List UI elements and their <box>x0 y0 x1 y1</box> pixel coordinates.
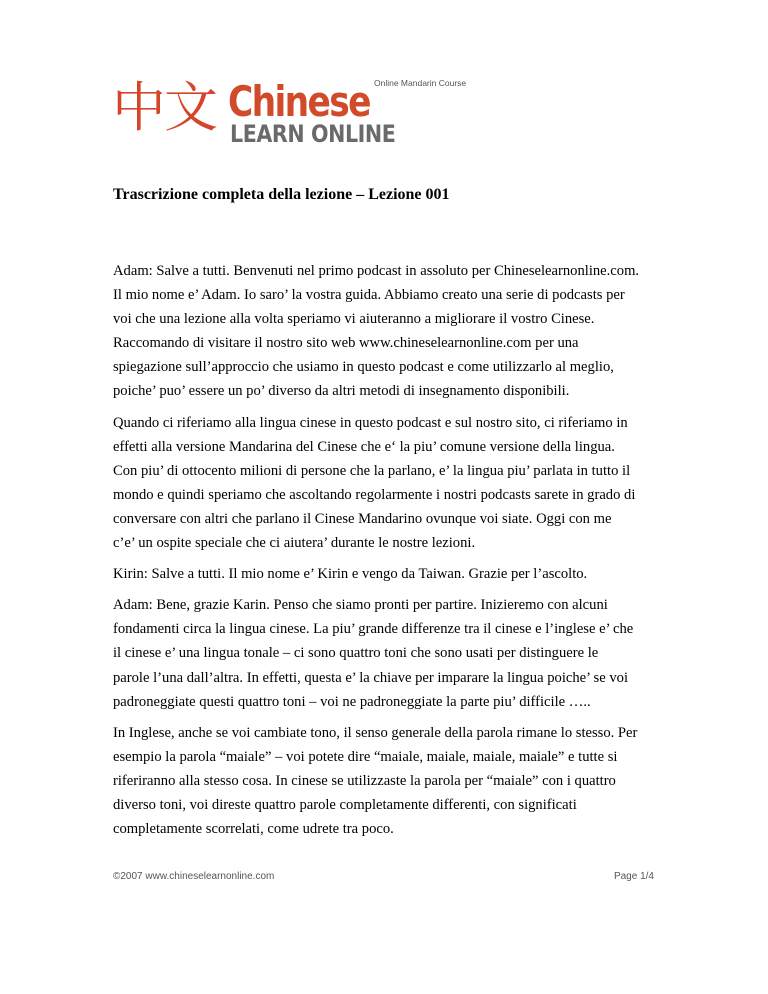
footer-copyright: ©2007 www.chineselearnonline.com <box>113 871 275 882</box>
transcript-line: In Inglese, anche se voi cambiate tono, il senso generale della parola rimane lo stesso. Per <box>113 724 638 741</box>
chinese-learn-online-logo <box>112 76 467 148</box>
logo-subtitle: LEARN ONLINE <box>230 120 396 148</box>
transcript-paragraph <box>113 411 673 556</box>
transcript-line: voi che una lezione alla volta speriamo vi aiuteranno a migliorare il vostro Cinese. <box>113 311 595 328</box>
transcript-paragraph <box>113 721 673 841</box>
transcript-line: Con piu’ di ottocento milioni di persone che la parlano, e’ la lingua piu’ parlata in tutto il <box>113 462 631 479</box>
transcript-paragraph <box>113 593 673 713</box>
transcript-line: fondamenti circa la lingua cinese. La piu’ grande differenze tra il cinese e l’inglese e’ che <box>113 621 634 638</box>
transcript-line: conversare con altri che parlano il Cinese Mandarino ovunque voi siate. Oggi con me <box>113 510 612 527</box>
transcript-line: Il mio nome e’ Adam. Io saro’ la vostra guida. Abbiamo creato una serie di podcasts per <box>113 287 625 304</box>
transcript-line: padroneggiate questi quattro toni – voi ne padroneggiate la parte piu’ difficile ….. <box>113 693 591 710</box>
transcript-line: Adam: Bene, grazie Karin. Penso che siamo pronti per partire. Inizieremo con alcuni <box>113 597 608 614</box>
transcript-line: Raccomando di visitare il nostro sito web www.chineselearnonline.com per una <box>113 335 579 352</box>
footer-page-number: Page 1/4 <box>613 871 654 882</box>
transcript-line: poiche’ puo’ essere un po’ diverso da altri metodi di insegnamento disponibili. <box>113 383 570 400</box>
transcript-line: mondo e quindi speriamo che ascoltando regolarmente i nostri podcasts sarete in grado di <box>113 486 636 503</box>
transcript-body <box>113 259 673 848</box>
logo-tagline: Online Mandarin Course <box>374 78 467 88</box>
transcript-line: spiegazione sull’approccio che usiamo in questo podcast e come utilizzarlo al meglio, <box>113 359 614 376</box>
transcript-line: il cinese e’ una lingua tonale – ci sono quattro toni che sono usati per distinguere le <box>113 645 599 662</box>
transcript-line: riferiranno alla stesso cosa. In cinese se utilizzaste la parola per “maiale” con i quattro <box>113 772 616 789</box>
transcript-line: Adam: Salve a tutti. Benvenuti nel primo podcast in assoluto per Chineselearnonline.com. <box>113 263 640 279</box>
transcript-line: Quando ci riferiamo alla lingua cinese in questo podcast e sul nostro sito, ci riferiamo in <box>113 414 628 431</box>
logo-wordmark: Chinese <box>228 77 370 126</box>
page-title: Trascrizione completa della lezione – Lezione 001 <box>113 186 450 203</box>
transcript-line: diverso toni, voi direste quattro parole completamente differenti, con significati <box>113 796 577 813</box>
transcript-paragraph <box>113 562 673 586</box>
transcript-line: parole l’una dall’altra. In effetti, questa e’ la chiave per imparare la lingua poiche’ se voi <box>113 669 628 686</box>
transcript-paragraph <box>113 259 673 404</box>
transcript-line: effetti alla versione Mandarina del Cinese che e‘ la piu’ comune versione della lingua. <box>113 438 615 455</box>
logo-chinese-characters: 中文 <box>112 76 216 139</box>
transcript-line: esempio la parola “maiale” – voi potete dire “maiale, maiale, maiale, maiale” e tutte si <box>113 748 618 765</box>
transcript-line: completamente scorrelati, come udrete tra poco. <box>113 821 394 838</box>
transcript-line: c’e’ un ospite speciale che ci aiutera’ durante le nostre lezioni. <box>113 535 476 552</box>
transcript-line: Kirin: Salve a tutti. Il mio nome e’ Kirin e vengo da Taiwan. Grazie per l’ascolto. <box>113 566 588 583</box>
